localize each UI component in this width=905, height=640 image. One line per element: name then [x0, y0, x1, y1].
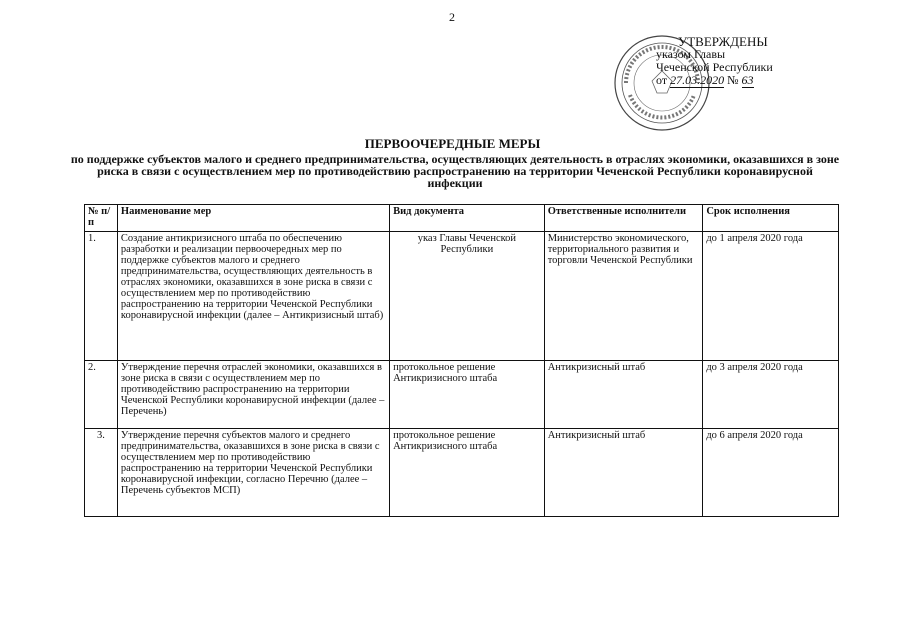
header-number: № п/п	[85, 205, 118, 232]
approval-number-sign: №	[727, 73, 739, 87]
approval-date-prefix: от	[656, 73, 668, 87]
header-deadline: Срок исполнения	[703, 205, 839, 232]
measures-table	[84, 204, 839, 517]
row-document-type: указ Главы Чеченской Республики	[390, 232, 545, 361]
header-responsible: Ответственные исполнители	[544, 205, 703, 232]
header-document-type: Вид документа	[390, 205, 545, 232]
row-responsible: Антикризисный штаб	[544, 361, 703, 429]
page-number: 2	[449, 10, 455, 24]
approval-stamp	[656, 35, 773, 87]
approval-date: 27.03.2020	[670, 73, 725, 87]
row-responsible: Министерство экономического, территориального развития и торговли Чеченской Республики	[544, 232, 703, 361]
row-document-type: протокольное решение Антикризисного штаба	[390, 361, 545, 429]
row-deadline: до 3 апреля 2020 года	[703, 361, 839, 429]
table-row	[85, 429, 839, 517]
row-number: 3.	[85, 429, 118, 517]
table-row	[85, 361, 839, 429]
row-measure: Создание антикризисного штаба по обеспечению разработки и реализации первоочередных мер по поддержке субъектов малого и среднего предпринимательства, осуществляющих деятельность в отраслях экономики, оказавшихся в зоне риска в связи с осуществлением мер по противодействию распространению на территории Чеченской Республики коронавирусной инфекции (далее – Антикризисный штаб)	[117, 232, 389, 361]
header-measure: Наименование мер	[117, 205, 389, 232]
table-row	[85, 232, 839, 361]
approval-republic: Чеченской Республики	[656, 60, 773, 74]
document-title: ПЕРВООЧЕРЕДНЫЕ МЕРЫ	[364, 136, 541, 151]
row-number: 2.	[85, 361, 118, 429]
table-header-row	[85, 205, 839, 232]
approval-decree: указом Главы	[656, 47, 726, 61]
approval-title: УТВЕРЖДЕНЫ	[678, 34, 768, 49]
row-deadline: до 1 апреля 2020 года	[703, 232, 839, 361]
approval-number: 63	[741, 73, 754, 87]
approval-date-line	[656, 74, 773, 87]
row-number: 1.	[85, 232, 118, 361]
row-document-type: протокольное решение Антикризисного штаба	[390, 429, 545, 517]
document-subtitle: по поддержке субъектов малого и среднего предпринимательства, осуществляющих деятельность в отраслях экономики, оказавшихся в зоне риска в связи с осуществлением мер по противодействию распространению на территории Чеченской Республики коронавирусной инфекции	[70, 152, 840, 190]
row-measure: Утверждение перечня отраслей экономики, оказавшихся в зоне риска в связи с осуществлением мер по противодействию распространению на территории Чеченской Республики коронавирусной инфекции (далее –Перечень)	[117, 361, 389, 429]
row-measure: Утверждение перечня субъектов малого и среднего предпринимательства, оказавшихся в зоне риска в связи с осуществлением мер по противодействию распространению на территории Чеченской Республики коронавирусной инфекции, согласно Перечню (далее – Перечень субъектов МСП)	[117, 429, 389, 517]
row-responsible: Антикризисный штаб	[544, 429, 703, 517]
row-deadline: до 6 апреля 2020 года	[703, 429, 839, 517]
